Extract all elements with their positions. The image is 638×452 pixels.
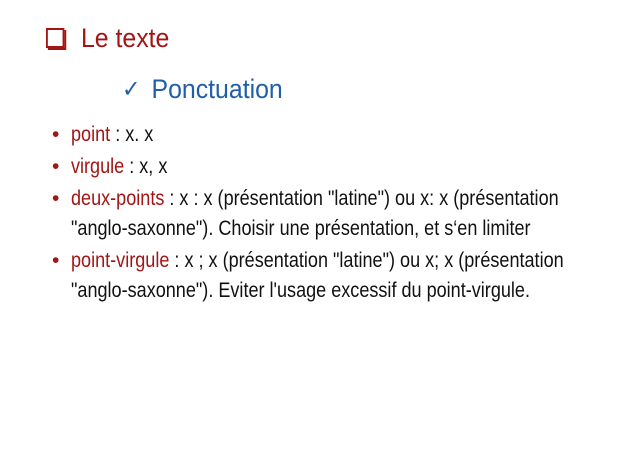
slide-title (46, 22, 169, 54)
bullet-dot-icon: • (52, 123, 60, 146)
bullet-dot-icon: • (52, 155, 60, 178)
checkmark-icon: ✓ (122, 75, 141, 103)
slide-title-text: Le texte (80, 23, 170, 53)
bullet-text: : x : x (présentation "latine") ou x: x (présentation "anglo-saxonne"). Choisir une présentation, et s‘en limiter (71, 187, 559, 240)
slide-subtitle (122, 72, 283, 106)
bullet-item-deux-points (52, 184, 612, 244)
bullet-item-point-virgule (52, 246, 612, 306)
bullet-term: virgule (71, 155, 125, 178)
bullet-text: : x ; x (présentation "latine") ou x; x (présentation "anglo-saxonne"). Eviter l'usage excessif du point-virgule. (71, 249, 564, 302)
bullet-term: deux-points (71, 187, 165, 210)
bullet-text: : x, x (124, 155, 168, 178)
bullet-item-point (52, 120, 612, 150)
bullet-term: point (71, 123, 111, 146)
bullet-item-virgule (52, 152, 612, 182)
slide-subtitle-text: Ponctuation (151, 74, 283, 104)
bullet-list (52, 120, 612, 308)
bullet-dot-icon: • (52, 187, 60, 210)
bullet-dot-icon: • (52, 249, 60, 272)
checkbox-square-icon (46, 28, 64, 48)
bullet-term: point-virgule (71, 249, 170, 272)
bullet-text: : x. x (110, 123, 154, 146)
